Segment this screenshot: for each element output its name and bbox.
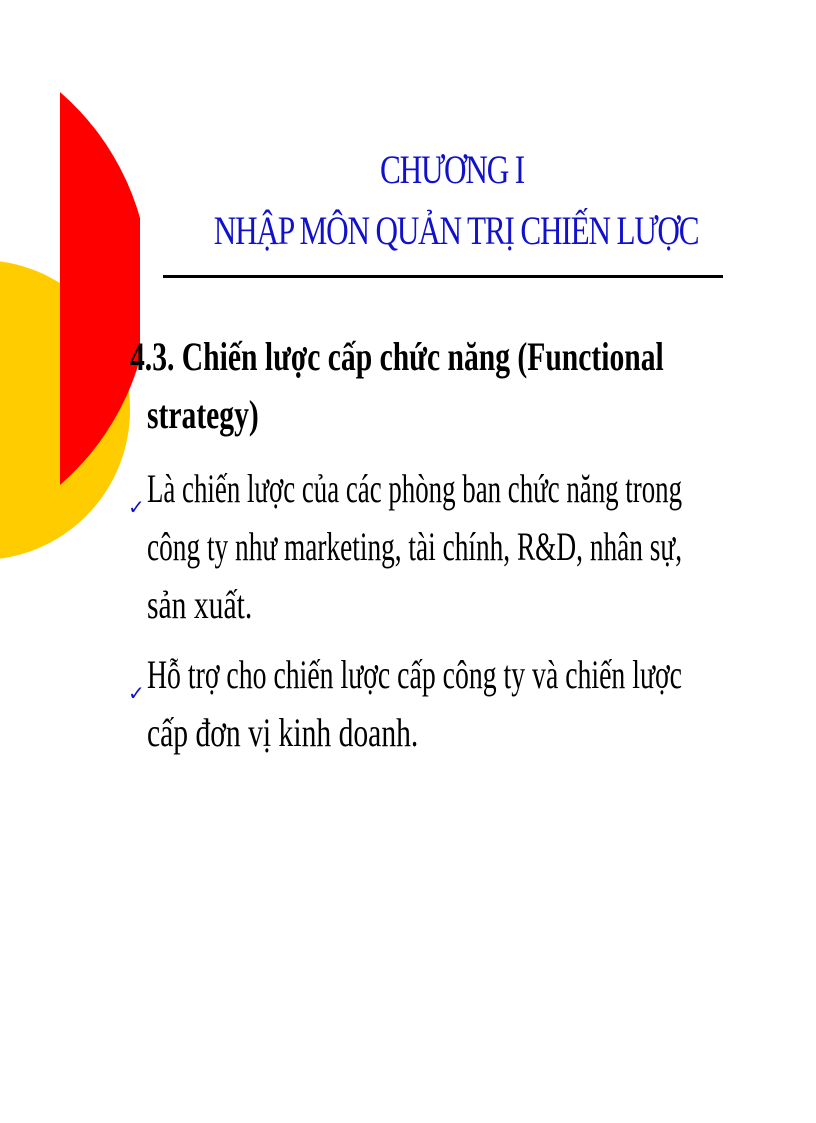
decorative-circles xyxy=(0,0,140,600)
section-heading-line-2: strategy) xyxy=(147,392,259,437)
section-heading-line-1: 4.3. Chiến lược cấp chức năng (Functional xyxy=(130,334,664,379)
bullet-2-line-2: cấp đơn vị kinh doanh. xyxy=(147,710,419,755)
bullet-1 xyxy=(128,460,683,634)
title-divider xyxy=(163,275,723,278)
chapter-title: CHƯƠNG I xyxy=(380,147,524,192)
bullet-1-line-3: sản xuất. xyxy=(147,582,253,627)
bullet-1-line-2: công ty như marketing, tài chính, R&D, nhân sự, xyxy=(147,524,683,569)
bullet-1-line-1: Là chiến lược của các phòng ban chức năng trong xyxy=(147,466,683,511)
bullet-2-line-1: Hỗ trợ cho chiến lược cấp công ty và chiến lược xyxy=(147,652,682,697)
section-heading xyxy=(130,328,680,444)
check-icon: ✓ xyxy=(128,681,145,705)
bullet-2 xyxy=(130,646,680,762)
chapter-subtitle: NHẬP MÔN QUẢN TRỊ CHIẾN LƯỢC xyxy=(213,208,699,253)
check-icon: ✓ xyxy=(128,495,145,519)
